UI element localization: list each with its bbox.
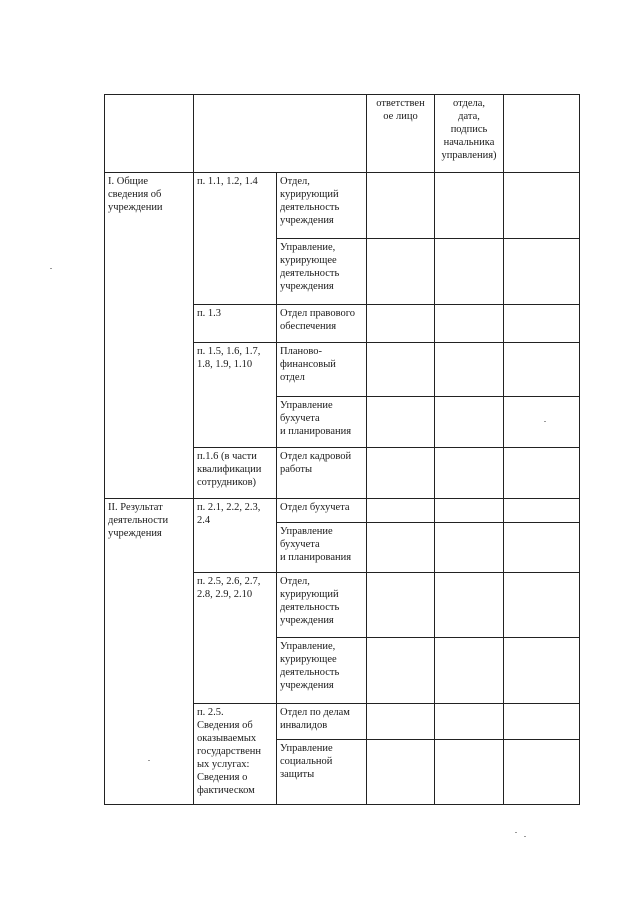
table-row <box>105 499 580 523</box>
responsible-cell <box>367 704 435 740</box>
header-cell-empty <box>105 95 194 173</box>
empty-cell <box>504 638 580 704</box>
department-cell: Управление бухучета и планирования <box>277 523 367 573</box>
items-cell: п. 2.5, 2.6, 2.7, 2.8, 2.9, 2.10 <box>194 573 277 704</box>
responsible-cell <box>367 740 435 805</box>
empty-cell <box>504 343 580 397</box>
sign-cell <box>435 704 504 740</box>
empty-cell <box>504 740 580 805</box>
items-cell: п. 1.5, 1.6, 1.7, 1.8, 1.9, 1.10 <box>194 343 277 448</box>
responsible-cell <box>367 448 435 499</box>
approval-table <box>104 94 580 805</box>
responsible-cell <box>367 573 435 638</box>
responsible-cell <box>367 173 435 239</box>
sign-cell <box>435 448 504 499</box>
empty-cell <box>504 573 580 638</box>
scan-speck <box>544 421 546 422</box>
header-cell-empty <box>504 95 580 173</box>
sign-cell <box>435 740 504 805</box>
sign-cell <box>435 397 504 448</box>
department-cell: Управление, курирующее деятельность учреждения <box>277 239 367 305</box>
sign-cell <box>435 573 504 638</box>
responsible-cell <box>367 397 435 448</box>
empty-cell <box>504 704 580 740</box>
table-header-row <box>105 95 580 173</box>
empty-cell <box>504 523 580 573</box>
department-cell: Управление социальной защиты <box>277 740 367 805</box>
empty-cell <box>504 239 580 305</box>
department-cell: Отдел правового обеспечения <box>277 305 367 343</box>
empty-cell <box>504 499 580 523</box>
responsible-cell <box>367 499 435 523</box>
items-cell: п.1.6 (в части квалификации сотрудников) <box>194 448 277 499</box>
section-cell: I. Общие сведения об учреждении <box>105 173 194 499</box>
responsible-cell <box>367 305 435 343</box>
sign-cell <box>435 638 504 704</box>
responsible-cell <box>367 523 435 573</box>
scan-speck <box>515 832 517 833</box>
responsible-cell <box>367 343 435 397</box>
section-cell: II. Результат деятельности учреждения <box>105 499 194 805</box>
department-cell: Отдел, курирующий деятельность учреждения <box>277 573 367 638</box>
empty-cell <box>504 305 580 343</box>
department-cell: Отдел кадровой работы <box>277 448 367 499</box>
sign-cell <box>435 523 504 573</box>
sign-cell <box>435 343 504 397</box>
sign-cell <box>435 173 504 239</box>
empty-cell <box>504 448 580 499</box>
sign-cell <box>435 305 504 343</box>
sign-cell <box>435 499 504 523</box>
department-cell: Планово- финансовый отдел <box>277 343 367 397</box>
header-cell-department-sign: отдела, дата, подпись начальника управления) <box>435 95 504 173</box>
header-cell-responsible: ответствен ое лицо <box>367 95 435 173</box>
department-cell: Отдел бухучета <box>277 499 367 523</box>
department-cell: Отдел, курирующий деятельность учреждения <box>277 173 367 239</box>
table-row <box>105 173 580 239</box>
responsible-cell <box>367 239 435 305</box>
items-cell: п. 1.1, 1.2, 1.4 <box>194 173 277 305</box>
sign-cell <box>435 239 504 305</box>
items-cell: п. 2.5. Сведения об оказываемых государственн ых услугах: Сведения о фактическом <box>194 704 277 805</box>
empty-cell <box>504 397 580 448</box>
department-cell: Управление, курирующее деятельность учреждения <box>277 638 367 704</box>
items-cell: п. 1.3 <box>194 305 277 343</box>
scan-speck <box>524 836 526 837</box>
department-cell: Управление бухучета и планирования <box>277 397 367 448</box>
items-cell: п. 2.1, 2.2, 2.3, 2.4 <box>194 499 277 573</box>
header-cell-empty <box>194 95 367 173</box>
responsible-cell <box>367 638 435 704</box>
empty-cell <box>504 173 580 239</box>
department-cell: Отдел по делам инвалидов <box>277 704 367 740</box>
scan-speck <box>148 760 150 761</box>
scan-speck <box>50 268 52 269</box>
